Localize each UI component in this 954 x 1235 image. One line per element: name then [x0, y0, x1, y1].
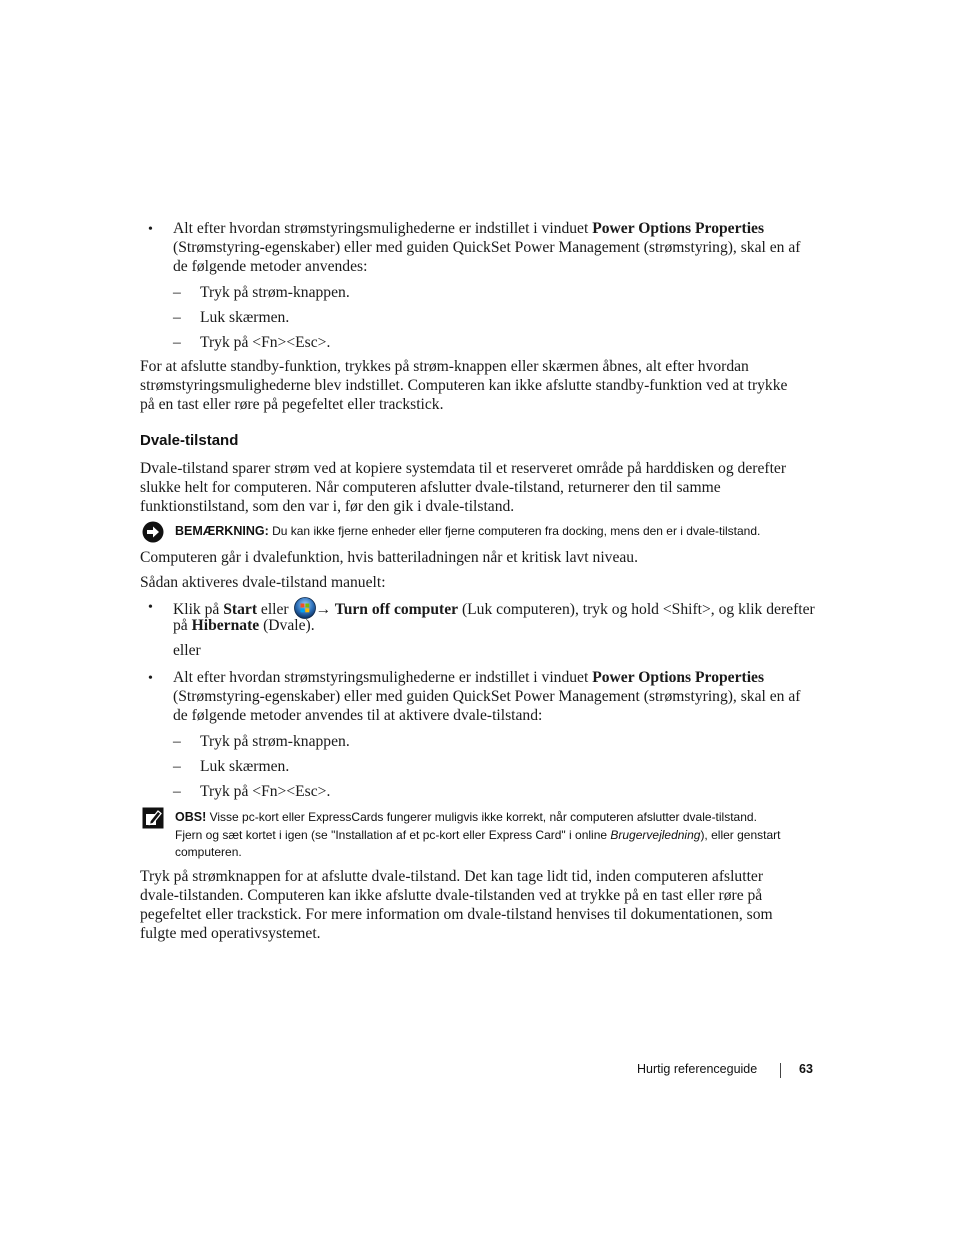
bullet-text-line3: de følgende metoder anvendes til at aktivere dvale-tilstand: [173, 707, 543, 724]
paragraph-line: For at afslutte standby-funktion, trykkes på strøm-knappen eller skærmen åbnes, alt efter hvordan [140, 358, 749, 375]
paragraph-line: strømstyringsmulighederne blev indstillet. Computeren kan ikke afslutte standby-funktion ved at trykke [140, 377, 788, 394]
dash-item: – [173, 284, 181, 301]
dash-item-text: Tryk på <Fn><Esc>. [200, 783, 331, 800]
bold-term: Start [223, 601, 258, 618]
obs-italic-term: Brugervejledning [610, 827, 701, 842]
notice-body: Du kan ikke fjerne enheder eller fjerne computeren fra docking, mens den er i dvale-tilstand. [268, 524, 761, 538]
paragraph-line: slukke helt for computeren. Når computeren afslutter dvale-tilstand, returnerer den til samme [140, 479, 721, 496]
obs-label: OBS! [175, 810, 207, 824]
bullet-text-line2: (Strømstyring-egenskaber) eller med guiden QuickSet Power Management (strømstyring), skal en af [173, 688, 801, 705]
bullet-text: (Luk computeren), tryk og hold <Shift>, og klik derefter [458, 601, 815, 618]
bullet-power-options-2 [173, 668, 833, 725]
bold-term: Power Options Properties [592, 220, 765, 237]
bullet-text: eller [257, 601, 293, 618]
bullet-power-options-1 [173, 219, 833, 276]
bullet-text: Klik på [173, 601, 224, 618]
paragraph-line: Tryk på strømknappen for at afslutte dvale-tilstand. Det kan tage lidt tid, inden computeren afslutter [140, 868, 764, 885]
paragraph-line: funktionstilstand, som den var i, før den gik i dvale-tilstand. [140, 498, 515, 515]
paragraph-line: Dvale-tilstand sparer strøm ved at kopiere systemdata til et reserveret område på harddisken og derefter [140, 460, 787, 477]
dash-item-text: Tryk på <Fn><Esc>. [200, 334, 331, 351]
paragraph-line: på en tast eller røre på pegefeltet eller trackstick. [140, 396, 444, 413]
bold-term: Power Options Properties [592, 669, 765, 686]
bullet-marker: • [148, 222, 153, 237]
bullet-marker: • [148, 671, 153, 686]
dash-item: – [173, 309, 181, 326]
bullet-marker: • [148, 600, 153, 615]
paragraph-manual: Sådan aktiveres dvale-tilstand manuelt: [140, 574, 386, 591]
footer-section-title: Hurtig referenceguide [637, 1062, 758, 1076]
bold-term: Hibernate [191, 617, 260, 634]
paragraph-battery: Computeren går i dvalefunktion, hvis batteriladningen når et kritisk lavt niveau. [140, 549, 639, 566]
dash-item-text: Tryk på strøm-knappen. [200, 733, 350, 750]
paragraph-standby [140, 357, 830, 414]
obs-text [175, 809, 825, 862]
dash-item-text: Luk skærmen. [200, 309, 290, 326]
bullet-text: Alt efter hvordan strømstyringsmulighederne er indstillet i vinduet [173, 669, 593, 686]
obs-body: Fjern og sæt kortet i igen (se "Installation af et pc-kort eller Express Card" i onlinе [175, 827, 611, 842]
obs-body: ), eller genstart [700, 827, 781, 842]
bold-term: Turn off computer [331, 601, 459, 618]
dash-item-text: Luk skærmen. [200, 758, 290, 775]
dash-item-text: Tryk på strøm-knappen. [200, 284, 350, 301]
paragraph-line: pegefeltet eller trackstick. For mere information om dvale-tilstand henvises til dokumentationen, som [140, 906, 773, 923]
paragraph-line: fulgte med operativsystemet. [140, 925, 321, 942]
bullet-text-line2: (Strømstyring-egenskaber) eller med guiden QuickSet Power Management (strømstyring), skal en af [173, 239, 801, 256]
dash-item: – [173, 783, 181, 800]
paragraph-final [140, 867, 830, 943]
bullet-text: Alt efter hvordan strømstyringsmulighederne er indstillet i vinduet [173, 220, 593, 237]
dash-item: – [173, 733, 181, 750]
dash-item: – [173, 758, 181, 775]
bullet-start-line2 [173, 616, 315, 635]
bullet-text: på [173, 617, 192, 634]
obs-body: Visse pc-kort eller ExpressCards fungerer muligvis ikke korrekt, når computeren afslutter dvale-tilstand. [206, 810, 757, 824]
section-heading: Dvale-tilstand [140, 432, 239, 449]
paragraph-dvale [140, 459, 830, 516]
obs-body: computeren. [175, 845, 242, 859]
footer-divider [780, 1063, 781, 1078]
notice-arrow-icon [142, 521, 164, 543]
bullet-text: (Dvale). [259, 617, 315, 634]
page-number: 63 [799, 1062, 813, 1076]
notice-text [175, 523, 815, 541]
bullet-text-line3: de følgende metoder anvendes: [173, 258, 368, 275]
note-pencil-icon [142, 807, 164, 829]
notice-label: BEMÆRKNING: [175, 524, 269, 538]
paragraph-line: dvale-tilstanden. Computeren kan ikke afslutte dvale-tilstanden ved at trykke på en tast eller røre på [140, 887, 763, 904]
dash-item: – [173, 334, 181, 351]
or-text: eller [173, 642, 201, 659]
arrow-glyph: → [315, 601, 332, 618]
